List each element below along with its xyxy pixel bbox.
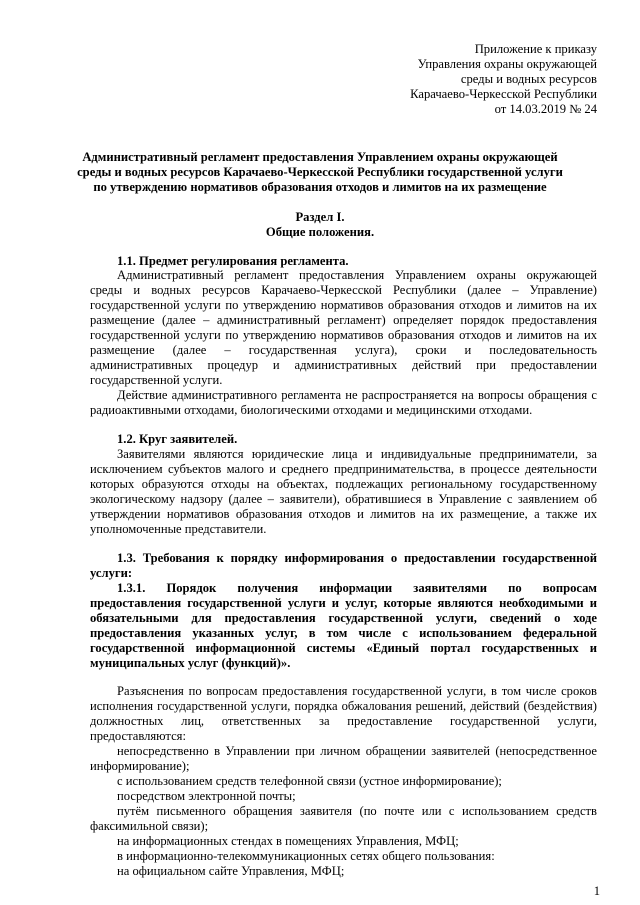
s1-1-line-8: государственной услуги.: [90, 373, 223, 387]
explanation-line-3: должностных лиц, ответственных за предоставление государственной услуги,: [90, 714, 597, 728]
s1-1-line-4: размещение (далее – административный регламент) определяет порядок предоставления: [90, 313, 597, 327]
section-subheading: Общие положения.: [265, 225, 375, 239]
s1-1-heading: 1.1. Предмет регулирования регламента.: [117, 254, 349, 268]
doc-title-line-3: по утверждению нормативов образования отходов и лимитов на их размещение: [93, 180, 547, 194]
header-line-2: Управления охраны окружающей: [417, 57, 597, 71]
doc-title-line-2: среды и водных ресурсов Карачаево-Черкесской Республики государственной услуги: [77, 165, 563, 179]
s1-1-p2-line-1: Действие административного регламента не распространяется на вопросы обращения с: [117, 388, 597, 402]
s1-1-line-5: государственной услуги по утверждению нормативов образования отходов и лимитов на их: [90, 328, 597, 342]
list-item-3: посредством электронной почты;: [117, 789, 296, 803]
s1-1-line-6: размещение (далее – государственная услуга), сроки и последовательность: [90, 343, 597, 357]
s1-2-line-3: которых образуются отходы на объектах, подлежащих региональному государственному: [90, 477, 597, 491]
s1-3-1-line-6: муниципальных услуг (функций)».: [90, 656, 291, 670]
list-item-7: на официальном сайте Управления, МФЦ;: [117, 864, 345, 878]
page-number: 1: [593, 884, 600, 898]
list-item-5: на информационных стендах в помещениях Управления, МФЦ;: [117, 834, 459, 848]
s1-2-line-6: уполномоченные представители.: [90, 522, 267, 536]
list-item-6: в информационно-телекоммуникационных сетях общего пользования:: [117, 849, 495, 863]
header-line-3: среды и водных ресурсов: [460, 72, 597, 86]
s1-1-p2-line-2: радиоактивными отходами, биологическими отходами и медицинскими отходами.: [90, 403, 533, 417]
explanation-line-4: предоставляются:: [90, 729, 186, 743]
explanation-line-1: Разъяснения по вопросам предоставления государственной услуги, в том числе сроков: [117, 684, 597, 698]
s1-3-1-line-5: государственной информационной системы «Единый портал государственных и: [90, 641, 597, 655]
header-line-1: Приложение к приказу: [474, 42, 597, 56]
list-item-4-line-1: путём письменного обращения заявителя (по почте или с использованием средств: [117, 804, 597, 818]
s1-1-line-3: государственной услуги по утверждению нормативов образования отходов и лимитов на их: [90, 298, 597, 312]
s1-2-heading: 1.2. Круг заявителей.: [117, 432, 238, 446]
s1-2-line-2: исключением субъектов малого и среднего предпринимательства, в процессе деятельности: [90, 462, 597, 476]
explanation-line-2: исполнения государственной услуги, порядка обжалования решений, действий (бездействия): [90, 699, 597, 713]
section-heading: Раздел I.: [295, 210, 345, 224]
s1-3-heading-line-1: 1.3. Требования к порядку информирования о предоставлении государственной: [117, 551, 597, 565]
s1-2-line-5: утверждении нормативов образования отходов и лимитов на их размещение, а также их: [90, 507, 597, 521]
doc-title-line-1: Административный регламент предоставления Управлением охраны окружающей: [82, 150, 558, 164]
s1-3-1-line-4: предоставления указанных услуг, в том числе с использованием федеральной: [90, 626, 597, 640]
s1-3-1-line-1: 1.3.1. Порядок получения информации заявителями по вопросам: [117, 581, 597, 595]
s1-2-line-1: Заявителями являются юридические лица и индивидуальные предприниматели, за: [117, 447, 597, 461]
s1-1-line-1: Административный регламент предоставления Управлением охраны окружающей: [117, 268, 597, 282]
s1-3-1-line-2: предоставления государственной услуги и услуг, которые являются необходимыми и: [90, 596, 597, 610]
header-line-5: от 14.03.2019 № 24: [494, 102, 597, 116]
header-line-4: Карачаево-Черкесской Республики: [410, 87, 597, 101]
list-item-2: с использованием средств телефонной связи (устное информирование);: [117, 774, 502, 788]
list-item-4-line-2: факсимильной связи);: [90, 819, 209, 833]
list-item-1-line-1: непосредственно в Управлении при личном обращении заявителей (непосредственное: [117, 744, 597, 758]
s1-1-line-7: административных процедур и административных действий при предоставлении: [90, 358, 597, 372]
s1-3-heading-line-2: услуги:: [90, 566, 133, 580]
s1-1-line-2: среды и водных ресурсов Карачаево-Черкесской Республики (далее – Управление): [90, 283, 597, 297]
list-item-1-line-2: информирование);: [90, 759, 190, 773]
s1-2-line-4: экологическому надзору (далее – заявители), обратившиеся в Управление с заявлением об: [90, 492, 597, 506]
s1-3-1-line-3: обязательными для предоставления государственной услуги, сведений о ходе: [90, 611, 597, 625]
